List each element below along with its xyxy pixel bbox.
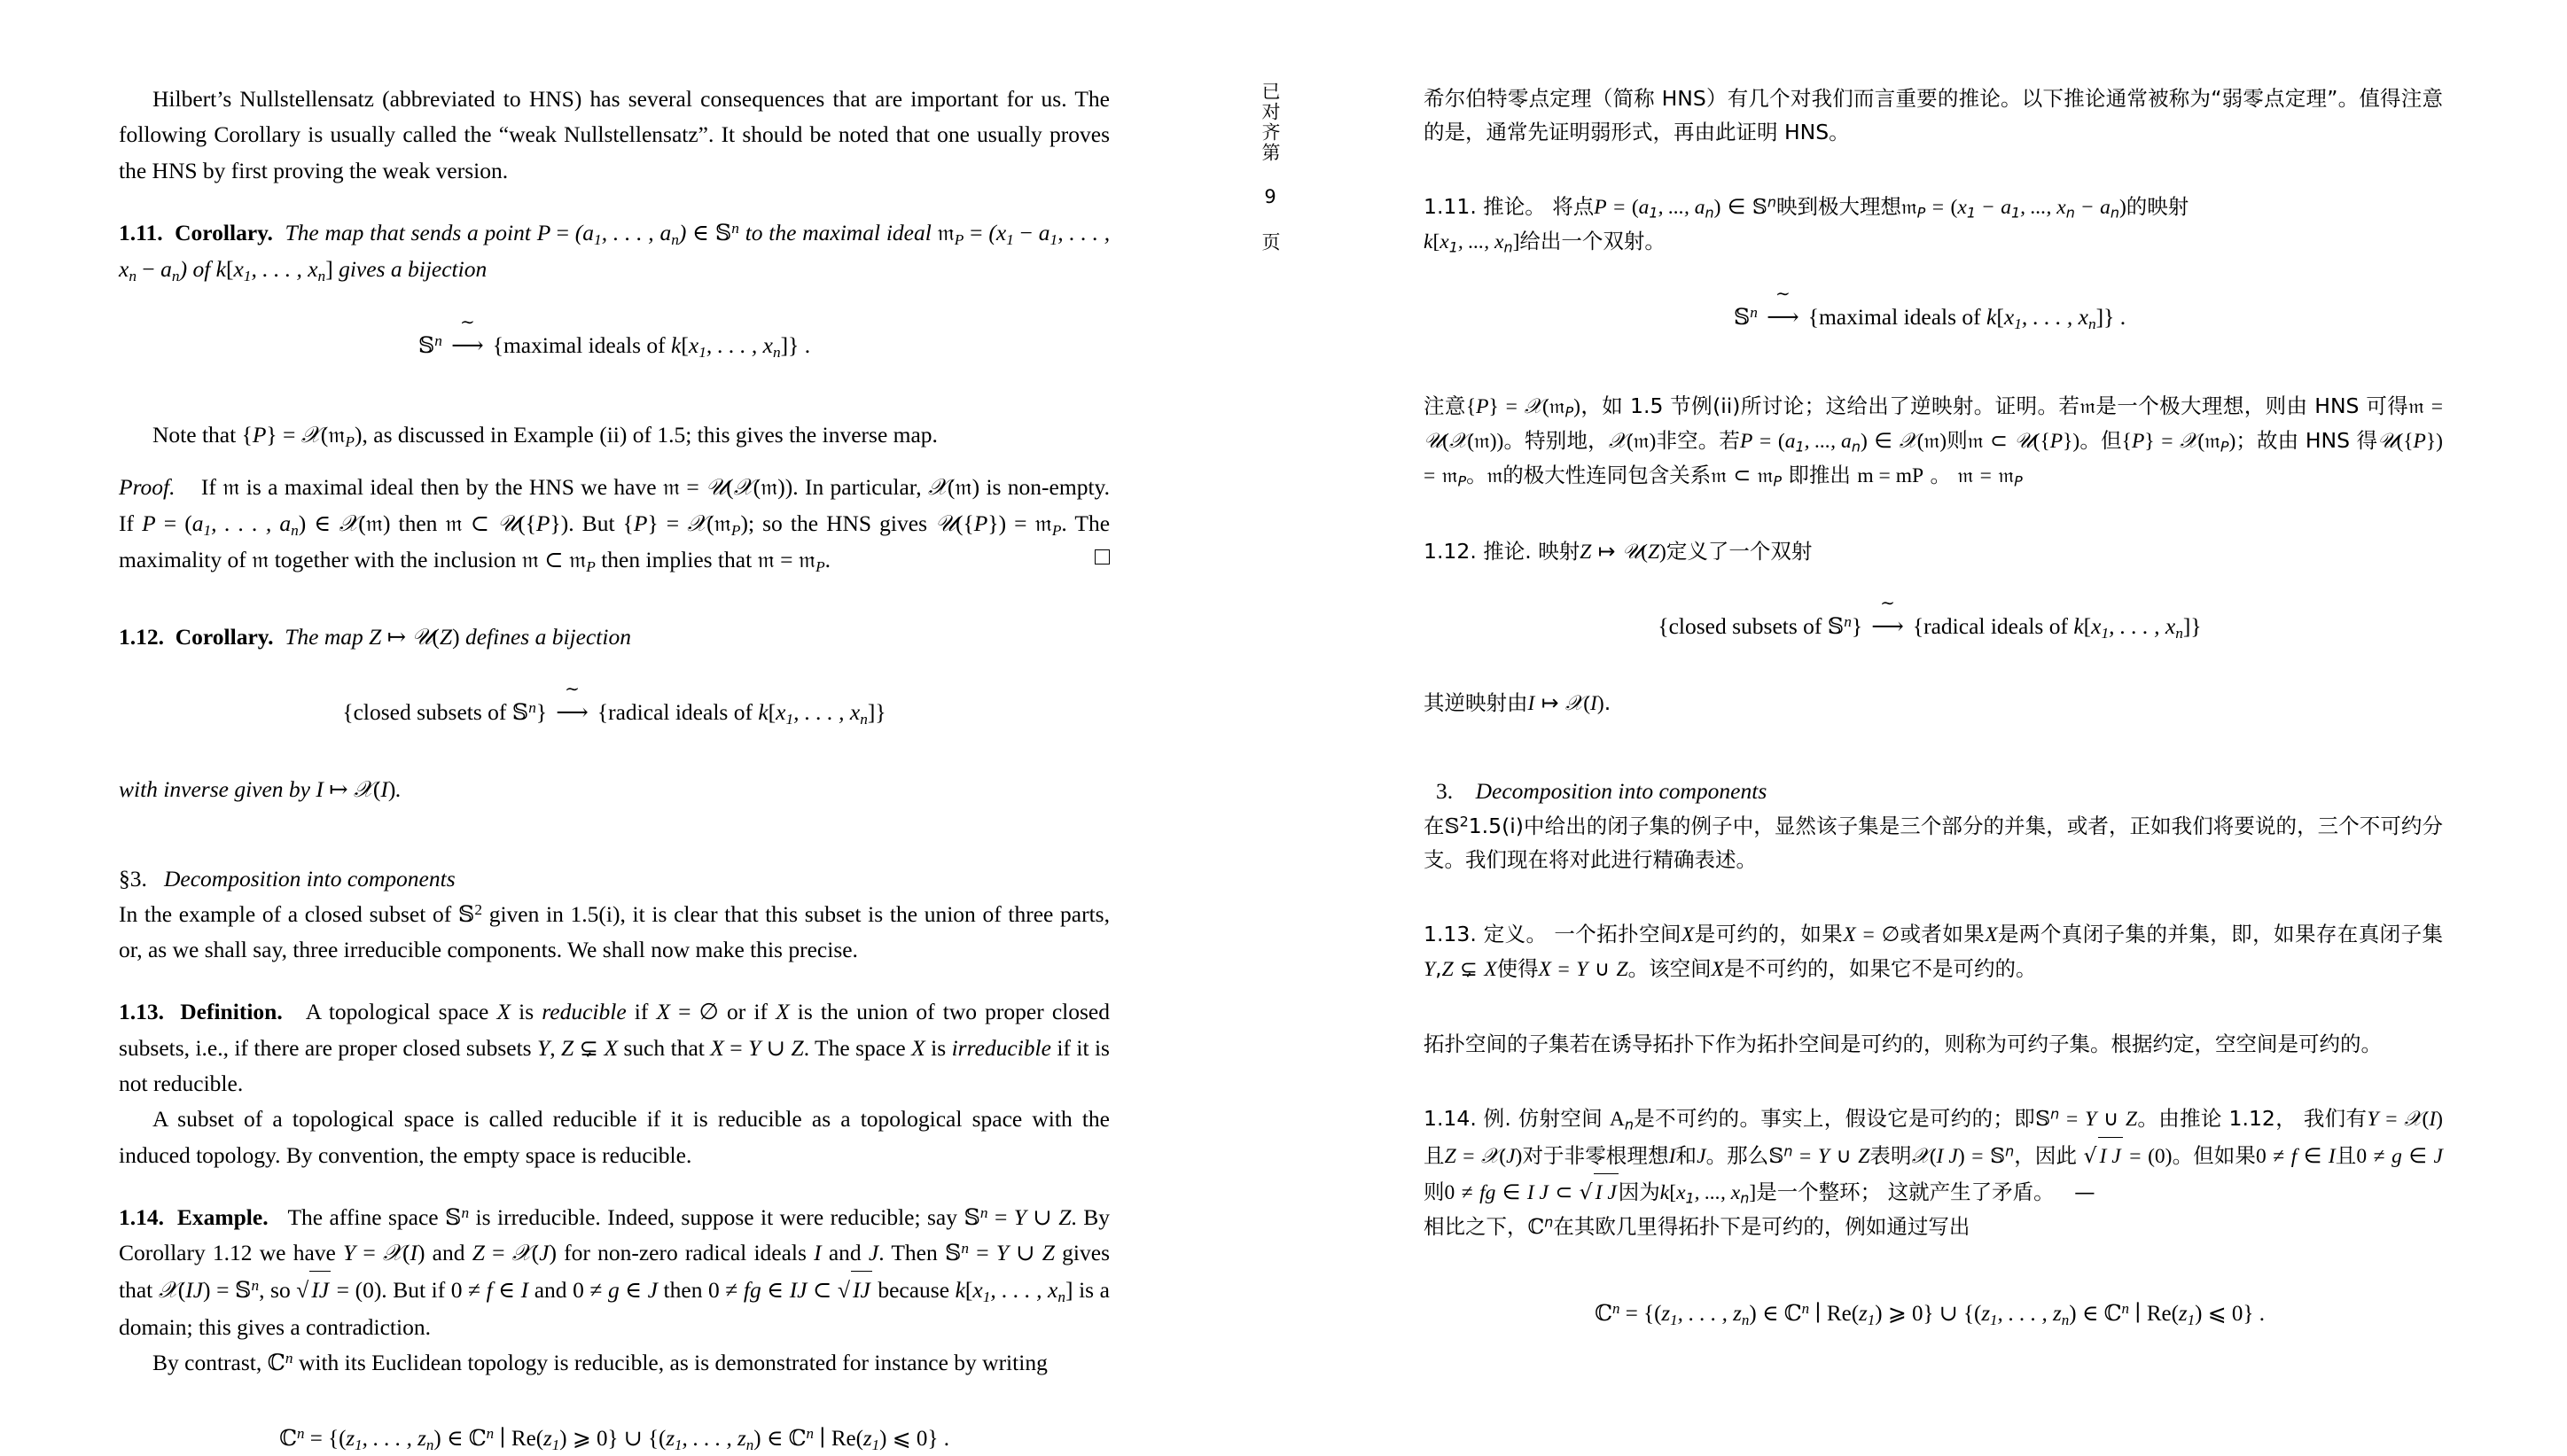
chinese-corollary-1-12-inverse: 其逆映射由I ↦ 𝒳(I). [1424, 689, 1611, 715]
definition-1-13: 1.13. Definition. A topological space X is reducible if X = ∅ or if X is the union of two proper closed subsets, i.e., if there are proper closed subsets Y, Z ⊊ X such that X = Y ∪ Z. The space X is irreducible if it is not reducible. [119, 999, 1110, 1096]
qed-box [1095, 549, 1110, 564]
section-3-heading [119, 861, 1110, 897]
example-1-14-number: 1.14. Example. [119, 1203, 269, 1230]
english-subset-paragraph: A subset of a topological space is called reducible if it is reducible as a topological space with the induced topology. By convention, the empty space is reducible. [119, 1106, 1110, 1168]
chinese-section-3-number: 3. [1436, 777, 1454, 804]
english-proof-paragraph: Proof. If 𝔪 is a maximal ideal then by the HNS we have 𝔪 = 𝒰(𝒳(𝔪)). In particular, 𝒳(𝔪) is non-empty. If $P = (a_1$, . . . , $a_n$) ∈ 𝒳(𝔪) then 𝔪 ⊂ 𝒰({P}). But {P} = 𝒳(𝔪$_P$); so the HNS gives 𝒰({P}) = 𝔪$_P$. The maximality of 𝔪 together with the inclusion 𝔪 ⊂ 𝔪$_P$ then implies that 𝔪 = 𝔪$_P$. [119, 474, 1111, 575]
english-section3-paragraph: In the example of a closed subset of 𝕊$^2$ given in 1.5(i), it is clear that this subset is the union of three parts, or, as we shall say, three irreducible components. We shall now make this precise. [119, 900, 1110, 963]
corollary-1-12 [119, 619, 1110, 655]
corollary-1-11-number: 1.11. Corollary. [119, 219, 273, 245]
chinese-definition-1-13-number: 1.13. 定义。 [1424, 922, 1548, 947]
english-intro-paragraph: Hilbert’s Nullstellensatz (abbreviated to HNS) has several consequences that are important for us. The following Corollary is usually called the “weak Nullstellensatz”. It should be noted that one usually proves the HNS by first proving the weak version. [119, 86, 1110, 183]
corollary-1-12-number: 1.12. Corollary. [119, 624, 274, 650]
chinese-column [1416, 0, 2443, 1347]
corollary-1-11 [119, 215, 1110, 288]
chinese-contrast-paragraph: 相比之下，ℂ$^n$在其欧几里得拓扑下是可约的，例如通过写出 [1424, 1213, 1970, 1240]
equation-1-12: {closed subsets of 𝕊$^n$} ∼ ⟶ {radical ideals of $k[x_1$, . . . , $x_n$]} [342, 680, 886, 728]
chinese-equation-1-12: {closed subsets of 𝕊$^n$} ∼ ⟶ {radical ideals of $k[x_1$, . . . , $x_n$]} [1658, 593, 2202, 642]
chinese-section-3-title: Decomposition into components [1475, 777, 1767, 804]
corollary-1-12-inverse: with inverse given by I ↦ 𝒳(I). [119, 776, 402, 804]
english-note-paragraph: Note that {P} = 𝒳(𝔪$_P$), as discussed in Example (ii) of 1.5; this gives the inverse map. [152, 422, 938, 451]
english-column [119, 0, 1111, 1453]
chinese-proof-paragraph: 注意{P} = 𝒳(𝔪$_P$)，如 1.5 节例(ii)所讨论；这给出了逆映射。证明。若𝔪是一个极大理想，则由 HNS 可得𝔪 = 𝒰(𝒳(𝔪))。特别地，𝒳(𝔪)非空。若$P = (a_1$, ..., $a_n$) ∈ 𝒳(𝔪)则𝔪 ⊂ 𝒰({P})。但{P} = 𝒳(𝔪$_P$)；故由 HNS 得𝒰({P}) = 𝔪$_P$。𝔪的极大性连同包含关系𝔪 ⊂ 𝔪$_P$ 即推出 m = mP 。 𝔪 = 𝔪$_P$ [1424, 393, 2444, 490]
corollary-1-12-statement: The map Z ↦ 𝒰(Z) defines a bijection [285, 624, 631, 651]
chinese-equation-final: ℂ$^n$ = {($z_1$, . . . , $z_n$) ∈ ℂ$^n$ ∣ $Re(z_1)$ ⩾ 0} ∪ {($z_1$, . . . , $z_n$) ∈ ℂ$^n$ ∣ $Re(z_1)$ ⩽ 0} . [1595, 1300, 2265, 1328]
chinese-definition-1-13: 1.13. 定义。 一个拓扑空间X是可约的，如果X = ∅或者如果X是两个真闭子集的并集，即，如果存在真闭子集Y,Z ⊊ X使得X = Y ∪ Z。该空间X是不可约的，如果它不是可约的。 [1424, 922, 2443, 982]
chinese-corollary-1-12: 1.12. 推论. 映射Z ↦ 𝒰(Z)定义了一个双射 [1424, 538, 1813, 564]
chinese-section-3-heading [1416, 774, 2443, 809]
example-1-14: 1.14. Example. The affine space 𝕊$^n$ is irreducible. Indeed, suppose it were reducible; say 𝕊$^n$ = Y ∪ Z. By Corollary 1.12 we have Y = 𝒳(I) and Z = 𝒳(J) for non-zero radical ideals I and J. Then 𝕊$^n$ = Y ∪ Z gives that 𝒳(IJ) = 𝕊$^n$, so √ IJ = (0). But if 0 ≠ f ∈ I and 0 ≠ g ∈ J then 0 ≠ fg ∈ IJ ⊂ √ IJ because $k[x_1$, . . . , $x_n$] is a domain; this gives a contradiction. [119, 1203, 1111, 1340]
alignment-page-label: 已对齐第 9 页 [1260, 82, 1281, 253]
chinese-equation-1-11: 𝕊$^n$ ∼ ⟶ {maximal ideals of $k[x_1$, . . . , $x_n$]} . [1733, 284, 2126, 332]
chinese-example-1-14-number: 1.14. 例. [1424, 1106, 1511, 1132]
equation-final-english: ℂ$^n$ = {($z_1$, . . . , $z_n$) ∈ ℂ$^n$ ∣ $Re(z_1)$ ⩾ 0} ∪ {($z_1$, . . . , $z_n$) ∈ ℂ$^n$ ∣ $Re(z_1)$ ⩽ 0} . [279, 1425, 949, 1453]
chinese-corollary-1-11-number: 1.11. 推论。 [1424, 194, 1546, 220]
chinese-corollary-1-12-number: 1.12. 推论. [1424, 538, 1532, 564]
chinese-corollary-1-11: 1.11. 推论。 将点$P = (a_1$, ..., $a_n$) ∈ 𝕊$^n$映到极大理想𝔪$_P$ = ($x_1 - a_1$, ..., $x_n - a_n$)的映射 $k[x_1$, ..., $x_n$]给出一个双射。 [1424, 193, 2189, 256]
english-contrast-paragraph: By contrast, ℂ$^n$ with its Euclidean topology is reducible, as is demonstrated for instance by writing [152, 1349, 1048, 1376]
chinese-section3-paragraph: 在𝕊$^2$1.5(i)中给出的闭子集的例子中，显然该子集是三个部分的并集，或者，正如我们将要说的，三个不可约分支。我们现在将对此进行精确表述。 [1424, 813, 2443, 873]
section-3-number: §3. [119, 865, 147, 892]
section-3-title: Decomposition into components [164, 865, 456, 892]
definition-1-13-number: 1.13. Definition. [119, 999, 283, 1025]
equation-1-11: 𝕊$^n$ ∼ ⟶ {maximal ideals of $k[x_1$, . . . , $x_n$]} . [417, 313, 811, 362]
chinese-subset-paragraph: 拓扑空间的子集若在诱导拓扑下作为拓扑空间是可约的，则称为可约子集。根据约定，空空间是可约的。 [1424, 1032, 2382, 1057]
chinese-intro-paragraph: 希尔伯特零点定理（简称 HNS）有几个对我们而言重要的推论。以下推论通常被称为“弱零点定理”。值得注意的是，通常先证明弱形式，再由此证明 HNS。 [1424, 86, 2443, 145]
chinese-example-1-14: 1.14. 例. 仿射空间 $A_n$是不可约的。事实上，假设它是可约的；即𝕊$^n$ = Y ∪ Z。由推论 1.12， 我们有Y = 𝒳(I)且Z = 𝒳(J)对于非零根理想I和J。那么𝕊$^n$ = Y ∪ Z表明𝒳(I J) = 𝕊$^n$，因此 √ I J = (0)。但如果0 ≠ f ∈ I且0 ≠ g ∈ J则0 ≠ fg ∈ I J ⊂ √ I J因为$k[x_1$, ..., $x_n$]是一个整环； 这就产生了矛盾。 — [1416, 1102, 2443, 1210]
corollary-1-11-statement: The map that sends a point $P = (a_1$, . . . , $a_n$) ∈ 𝕊$^n$ to the maximal ideal 𝔪$_P$ = ($x_1 - a_1$, . . . , $x_n - a_n$) of $k[x_1$, . . . , $x_n$] gives a bijection [119, 219, 1111, 284]
proof-label: Proof. [119, 474, 176, 501]
